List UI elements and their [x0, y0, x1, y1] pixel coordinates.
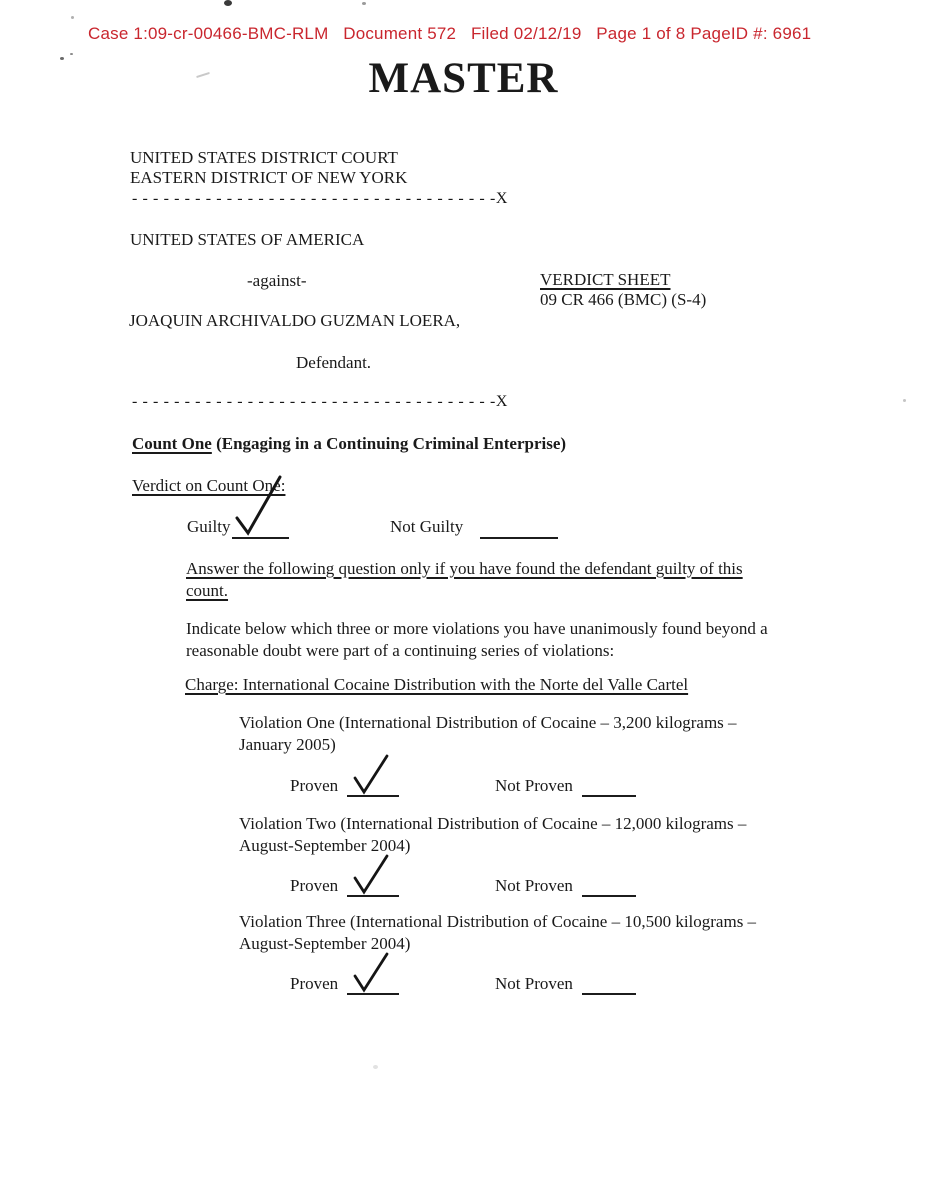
- proven-label: Proven: [290, 876, 339, 895]
- scan-speck: [70, 53, 73, 55]
- scan-speck: [373, 1065, 378, 1069]
- violation-item: [239, 911, 819, 955]
- not-guilty-label: Not Guilty: [390, 517, 464, 536]
- divider-x-top: - - - - - - - - - - - - - - - - - - - - - - - - - - - - - - - - - - -X: [132, 190, 509, 207]
- verdict-sheet-label: VERDICT SHEET: [540, 270, 671, 289]
- guilty-instruction-line1: Answer the following question only if you have found the defendant guilty of this: [186, 559, 743, 578]
- not-proven-label: Not Proven: [495, 876, 573, 895]
- plaintiff-name: UNITED STATES OF AMERICA: [130, 230, 365, 249]
- not-proven-blank-line: [582, 993, 636, 995]
- violation-item: [239, 813, 819, 857]
- charge-heading: Charge: International Cocaine Distribution with the Norte del Valle Cartel: [185, 675, 689, 694]
- guilty-instruction: [186, 558, 786, 602]
- count-one-name: Count One: [132, 434, 212, 453]
- proven-checkmark-icon: [349, 751, 392, 797]
- scan-speck: [224, 0, 232, 6]
- proven-checkmark-icon: [349, 949, 392, 995]
- not-proven-label: Not Proven: [495, 776, 573, 795]
- court-name-line2: EASTERN DISTRICT OF NEW YORK: [130, 168, 408, 187]
- violations-directive-line1: Indicate below which three or more violations you have unanimously found beyond a: [186, 619, 768, 638]
- violations-directive-line2: reasonable doubt were part of a continuing series of violations:: [186, 641, 615, 660]
- violation-text-line2: January 2005): [239, 735, 336, 754]
- scan-speck: [903, 399, 906, 402]
- violation-item: [239, 712, 819, 756]
- count-one-heading: [132, 433, 566, 454]
- proven-checkmark-icon: [349, 851, 392, 897]
- proven-label: Proven: [290, 776, 339, 795]
- defendant-role: Defendant.: [296, 353, 372, 372]
- scan-speck: [60, 57, 64, 60]
- violation-text-line1: Violation Three (International Distribution of Cocaine – 10,500 kilograms –: [239, 912, 757, 931]
- violation-text-line1: Violation Two (International Distribution of Cocaine – 12,000 kilograms –: [239, 814, 747, 833]
- verdict-prompt: Verdict on Count One:: [132, 476, 286, 495]
- violation-text-line1: Violation One (International Distribution of Cocaine – 3,200 kilograms –: [239, 713, 737, 732]
- not-proven-label: Not Proven: [495, 974, 573, 993]
- violations-directive: [186, 618, 816, 662]
- not-proven-blank-line: [582, 895, 636, 897]
- proven-label: Proven: [290, 974, 339, 993]
- not-guilty-blank-line: [480, 537, 558, 539]
- scan-speck: [362, 2, 366, 5]
- court-name-line1: UNITED STATES DISTRICT COURT: [130, 148, 398, 167]
- violation-text-line2: August-September 2004): [239, 934, 411, 953]
- guilty-checkmark-icon: [229, 472, 285, 538]
- defendant-name: JOAQUIN ARCHIVALDO GUZMAN LOERA,: [129, 311, 461, 330]
- count-one-description: (Engaging in a Continuing Criminal Enterprise): [211, 434, 567, 453]
- case-stamp: Case 1:09-cr-00466-BMC-RLM Document 572 Filed 02/12/19 Page 1 of 8 PageID #: 6961: [88, 24, 812, 43]
- guilty-instruction-line2: count.: [186, 581, 229, 600]
- document-title: MASTER: [368, 55, 559, 102]
- guilty-label: Guilty: [187, 517, 231, 536]
- not-proven-blank-line: [582, 795, 636, 797]
- violation-text-line2: August-September 2004): [239, 836, 411, 855]
- divider-x-bottom: - - - - - - - - - - - - - - - - - - - - - - - - - - - - - - - - - - -X: [132, 393, 509, 410]
- against-label: -against-: [247, 271, 307, 290]
- docket-number: 09 CR 466 (BMC) (S-4): [540, 290, 707, 309]
- scan-speck: [71, 16, 74, 19]
